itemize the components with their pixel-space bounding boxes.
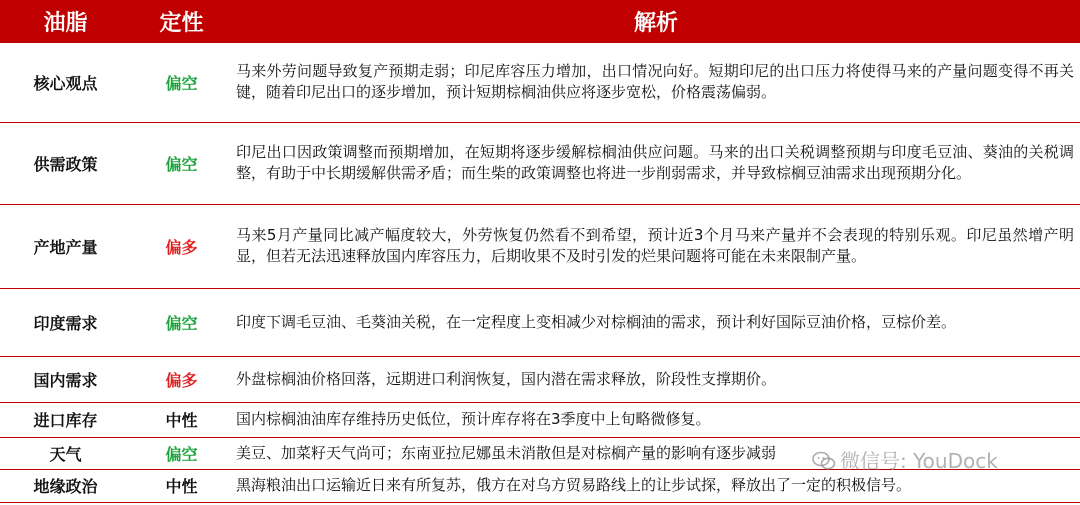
header-stance: 定性 <box>159 11 204 36</box>
row-analysis: 黑海粮油出口运输近日来有所复苏，俄方在对乌方贸易路线上的让步试探，释放出了一定的积极信号。 <box>232 469 1080 502</box>
header-analysis: 解析 <box>633 11 678 36</box>
row-analysis: 外盘棕榈油价格回落，远期进口利润恢复，国内潜在需求释放，阶段性支撑期价。 <box>232 356 1080 402</box>
row-analysis: 印度下调毛豆油、毛葵油关税，在一定程度上变相减少对棕榈油的需求，预计利好国际豆油价格，豆棕价差。 <box>232 288 1080 356</box>
table-row <box>0 122 1080 204</box>
row-topic: 产地产量 <box>0 204 131 288</box>
watermark <box>812 445 998 474</box>
row-topic: 核心观点 <box>0 43 131 122</box>
row-stance: 偏空 <box>131 122 232 204</box>
watermark-text: 微信号: YouDock <box>840 449 998 473</box>
table-header-row <box>0 0 1080 43</box>
row-topic: 地缘政治 <box>0 469 131 502</box>
row-topic: 供需政策 <box>0 122 131 204</box>
table-row <box>0 43 1080 122</box>
row-analysis: 马来外劳问题导致复产预期走弱；印尼库容压力增加，出口情况向好。短期印尼的出口压力将使得马来的产量问题变得不再关键，随着印尼出口的逐步增加，预计短期棕榈油供应将逐步宽松，价格震荡偏弱。 <box>232 43 1080 122</box>
wechat-icon <box>812 451 836 471</box>
row-topic: 印度需求 <box>0 288 131 356</box>
row-stance: 偏空 <box>131 43 232 122</box>
table-row <box>0 356 1080 402</box>
row-stance: 中性 <box>131 402 232 437</box>
row-topic: 天气 <box>0 437 131 469</box>
row-topic: 进口库存 <box>0 402 131 437</box>
header-oil: 油脂 <box>43 11 88 36</box>
row-stance: 偏空 <box>131 437 232 469</box>
table-row <box>0 288 1080 356</box>
row-stance: 偏多 <box>131 204 232 288</box>
row-analysis: 马来5月产量同比减产幅度较大，外劳恢复仍然看不到希望，预计近3个月马来产量并不会表现的特别乐观。印尼虽然增产明显，但若无法迅速释放国内库容压力，后期收果不及时引发的烂果问题将可能在未来限制产量。 <box>232 204 1080 288</box>
row-analysis: 美豆、加菜籽天气尚可；东南亚拉尼娜虽未消散但是对棕榈产量的影响有逐步减弱 <box>232 437 1080 469</box>
row-stance: 中性 <box>131 469 232 502</box>
row-stance: 偏多 <box>131 356 232 402</box>
row-stance: 偏空 <box>131 288 232 356</box>
row-topic: 国内需求 <box>0 356 131 402</box>
row-analysis: 印尼出口因政策调整而预期增加，在短期将逐步缓解棕榈油供应问题。马来的出口关税调整预期与印度毛豆油、葵油的关税调整，有助于中长期缓解供需矛盾；而生柴的政策调整也将进一步削弱需求，并导致棕榈豆油需求出现预期分化。 <box>232 122 1080 204</box>
row-analysis: 国内棕榈油油库存维持历史低位，预计库存将在3季度中上旬略微修复。 <box>232 402 1080 437</box>
table-row <box>0 204 1080 288</box>
table-row <box>0 402 1080 437</box>
